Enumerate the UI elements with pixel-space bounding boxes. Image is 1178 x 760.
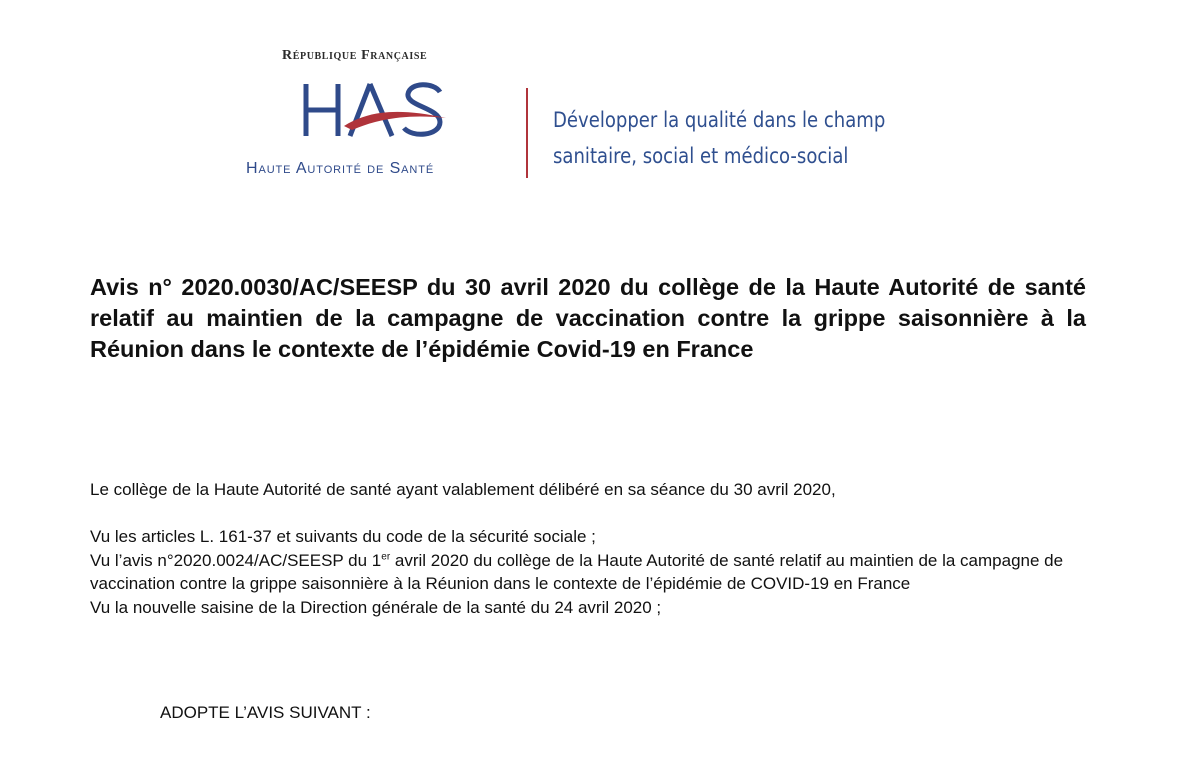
tagline-line-2: sanitaire, social et médico-social (553, 144, 849, 168)
intro-paragraph: Le collège de la Haute Autorité de santé ayant valablement délibéré en sa séance du 30 avril 2020, (90, 480, 836, 499)
tagline-line-1: Développer la qualité dans le champ (553, 108, 886, 132)
vu-clause-1: Vu les articles L. 161-37 et suivants du code de la sécurité sociale ; (90, 527, 596, 546)
adopte-heading: ADOPTE L’AVIS SUIVANT : (160, 703, 371, 722)
republique-francaise-label: République Française (282, 48, 428, 63)
vu-clause-2-superscript: er (381, 550, 391, 562)
header-divider (526, 88, 528, 178)
vu-clause-2-part-2: avril 2020 du collège de la Haute Autorité de santé relatif au maintien de la campagne de vaccination contre la grippe saisonnière à la Réunion dans le contexte de l’épidémie de COVID-19 en France (90, 550, 1064, 593)
vu-clause-3: Vu la nouvelle saisine de la Direction générale de la santé du 24 avril 2020 ; (90, 597, 662, 617)
vu-clauses (90, 525, 1090, 619)
document-title: Avis n° 2020.0030/AC/SEESP du 30 avril 2020 du collège de la Haute Autorité de santé relatif au maintien de la campagne de vaccination contre la grippe saisonnière à la Réunion dans le contexte de l’épidémie Covid-19 en France (90, 274, 1086, 362)
haute-autorite-de-sante-label: Haute Autorité de Santé (246, 160, 435, 177)
vu-clause-2-part-1: Vu l’avis n°2020.0024/AC/SEESP du 1 (90, 550, 382, 570)
has-logo (300, 80, 450, 146)
document-header (0, 0, 1178, 200)
header-tagline (553, 102, 914, 174)
vu-clause-2 (90, 549, 1090, 596)
